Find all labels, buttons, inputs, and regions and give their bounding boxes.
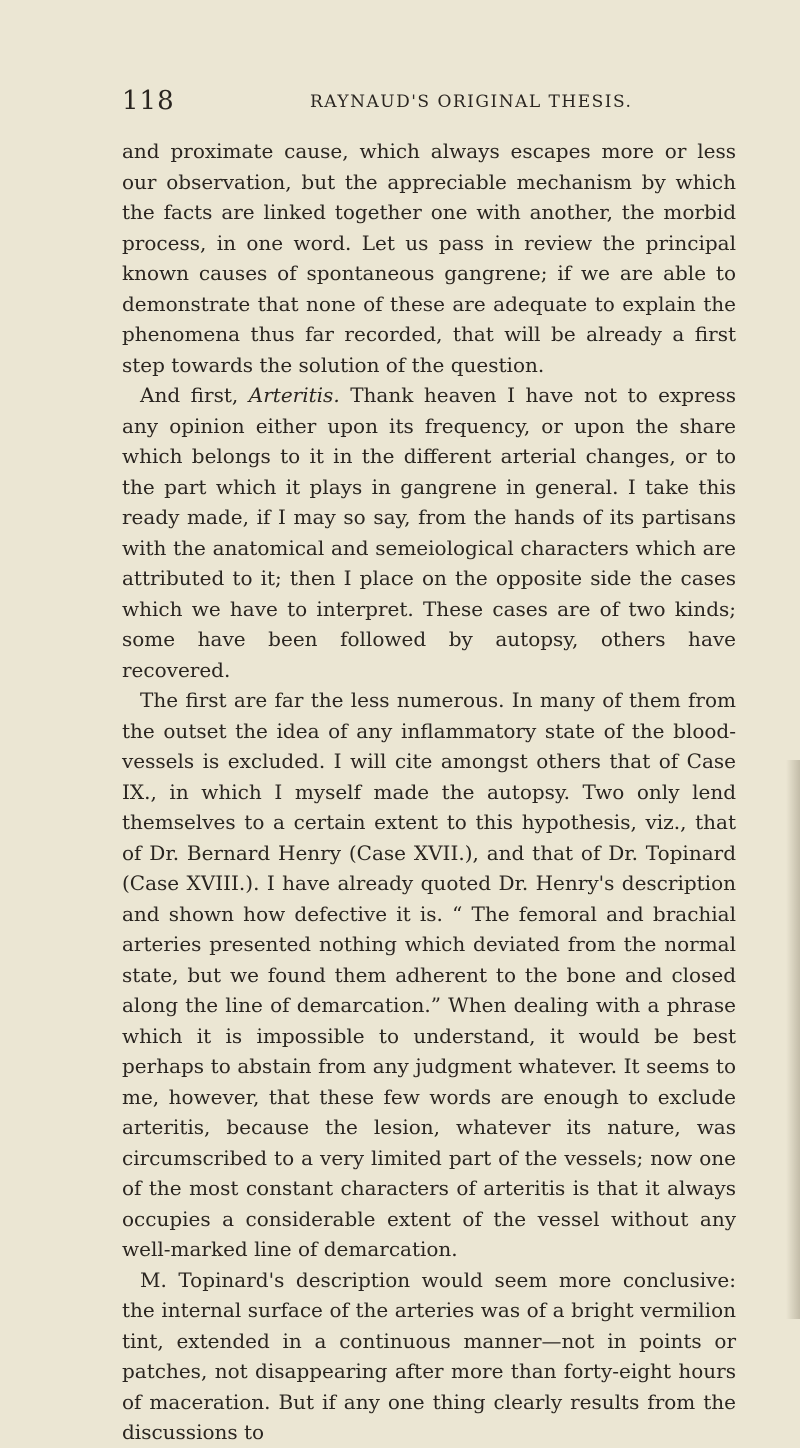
running-head: RAYNAUD'S ORIGINAL THESIS. bbox=[310, 92, 633, 112]
page-edge-shadow bbox=[786, 760, 800, 1319]
paragraph-2-italic-term: Arteritis. bbox=[248, 383, 340, 407]
paragraph-4: M. Topinard's description would seem more conclusive: the internal surface of the arteries was of a bright vermilion tint, extended in a continuous manner—not in points or patches, not disappearing after more than forty-eight hours of maceration. But if any one thing clearly results from the discussions to bbox=[122, 1267, 736, 1444]
page-number: 118 bbox=[122, 86, 175, 116]
paragraph-2-rest: Thank heaven I have not to express any opinion either upon its frequency, or upon the share which belongs to it in the different arterial changes, or to the part which it plays in gangrene in general. I take this ready made, if I may so say, from the hands of its partisans with the anatomical and semeiological characters which are attributed to it; then I place on the opposite side the cases which we have to interpret. These cases are of two kinds; some have been followed by autopsy, others have recovered. bbox=[122, 383, 736, 682]
paragraph-1: and proximate cause, which always escapes more or less our observation, but the appreciable mechanism by which the facts are linked together one with another, the morbid process, in one word. Let us pass in review the principal known causes of spontaneous gangrene; if we are able to demonstrate that none of these are adequate to explain the phenomena thus far recorded, that will be already a first step towards the solution of the question. bbox=[122, 139, 736, 377]
paragraph-3: The first are far the less numerous. In many of them from the outset the idea of any inflammatory state of the blood-vessels is excluded. I will cite amongst others that of Case IX., in which I myself made the autopsy. Two only lend themselves to a certain extent to this hypothesis, viz., that of Dr. Bernard Henry (Case XVII.), and that of Dr. Topinard (Case XVIII.). I have already quoted Dr. Henry's description and shown how defective it is. “ The femoral and brachial arteries presented nothing which deviated from the normal state, but we found them adherent to the bone and closed along the line of demarcation.” When dealing with a phrase which it is impossible to understand, it would be best perhaps to abstain from any judgment whatever. It seems to me, however, that these few words are enough to exclude arteritis, because the lesion, whatever its nature, was circumscribed to a very limited part of the vessels; now one of the most constant characters of arteritis is that it always occupies a considerable extent of the vessel without any well-marked line of demarcation. bbox=[122, 688, 736, 1261]
body-text bbox=[122, 136, 736, 1448]
page-header bbox=[122, 86, 732, 118]
paragraph-2 bbox=[122, 380, 736, 685]
paragraph-2-lead: And first, bbox=[140, 383, 249, 407]
